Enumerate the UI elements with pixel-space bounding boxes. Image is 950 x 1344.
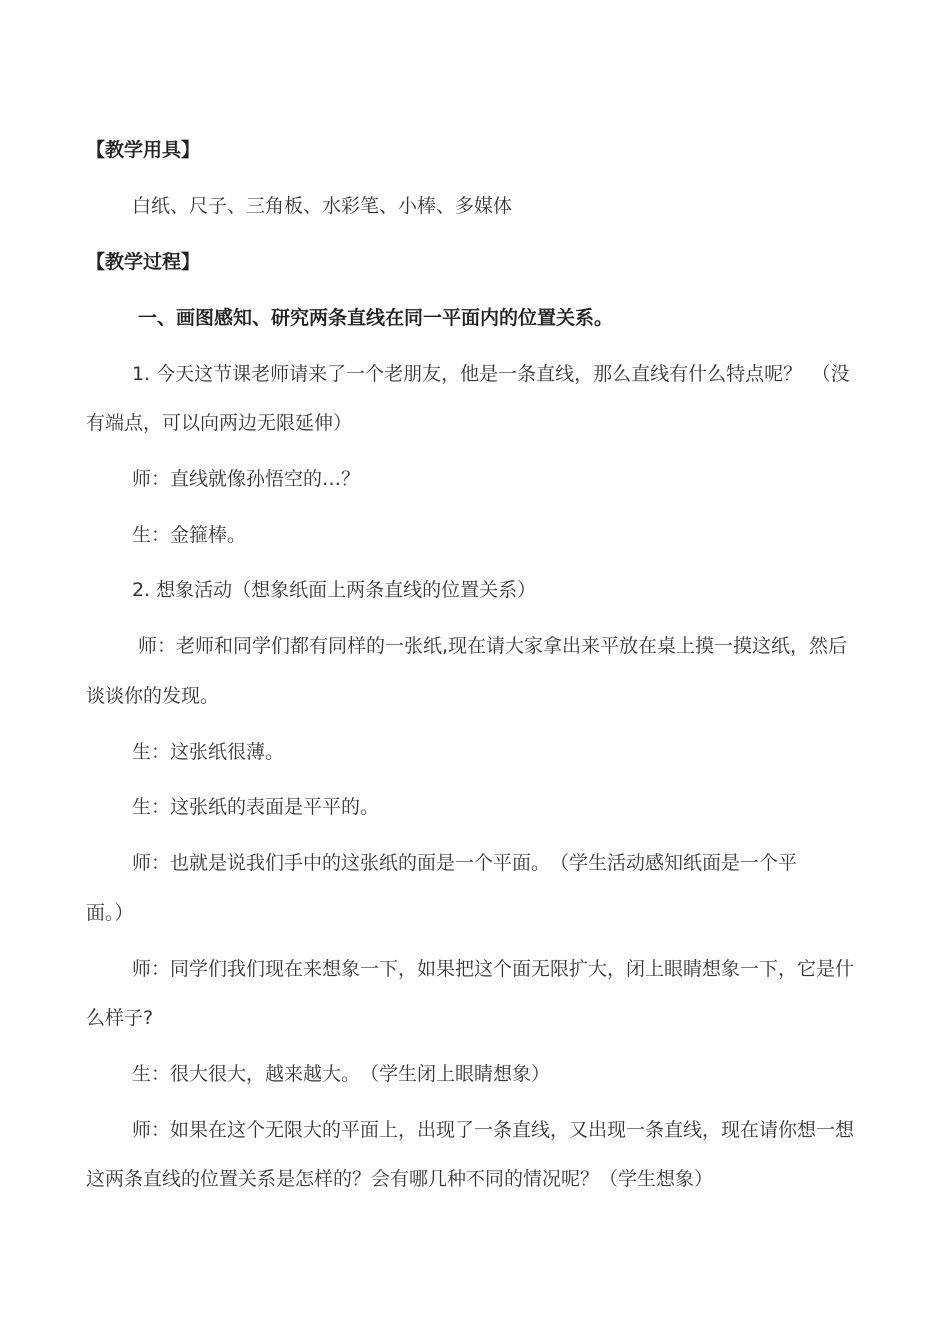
paragraph-line: 谈谈你的发现。 (86, 685, 220, 707)
paragraph-line: 面。） (86, 902, 134, 924)
paragraph-line: 生：金箍棒。 (132, 524, 247, 546)
paragraph-line: 这两条直线的位置关系是怎样的？会有哪几种不同的情况呢？（学生想象） (86, 1168, 714, 1190)
paragraph-line: 师：直线就像孙悟空的…？ (132, 468, 361, 490)
paragraph-line: 师：如果在这个无限大的平面上，出现了一条直线，又出现一条直线，现在请你想一想 (132, 1119, 855, 1141)
paragraph-line: 生：这张纸的表面是平平的。 (132, 796, 380, 818)
paragraph-line: 1. 今天这节课老师请来了一个老朋友，他是一条直线，那么直线有什么特点呢？ （没 (132, 363, 850, 385)
paragraph-line: 2. 想象活动（想象纸面上两条直线的位置关系） (132, 579, 537, 601)
part1-title: 一、画图感知、研究两条直线在同一平面内的位置关系。 (138, 307, 614, 329)
paragraph-line: 生：这张纸很薄。 (132, 741, 285, 763)
paragraph-line: 师：也就是说我们手中的这张纸的面是一个平面。 （学生活动感知纸面是一个平 (132, 852, 798, 874)
paragraph-line: 么样子? (86, 1007, 154, 1029)
tools-list: 白纸、尺子、三角板、水彩笔、小棒、多媒体 (132, 195, 513, 217)
section-heading-process: 【教学过程】 (86, 251, 201, 273)
paragraph-line: 有端点，可以向两边无限延伸） (86, 412, 353, 434)
paragraph-line: 生：很大很大，越来越大。 （学生闭上眼睛想象） (132, 1063, 551, 1085)
section-heading-tools: 【教学用具】 (86, 139, 201, 161)
paragraph-line: 师：同学们我们现在来想象一下，如果把这个面无限扩大，闭上眼睛想象一下，它是什 (132, 958, 855, 980)
paragraph-line: 师：老师和同学们都有同样的一张纸,现在请大家拿出来平放在桌上摸一摸这纸，然后 (138, 635, 848, 657)
